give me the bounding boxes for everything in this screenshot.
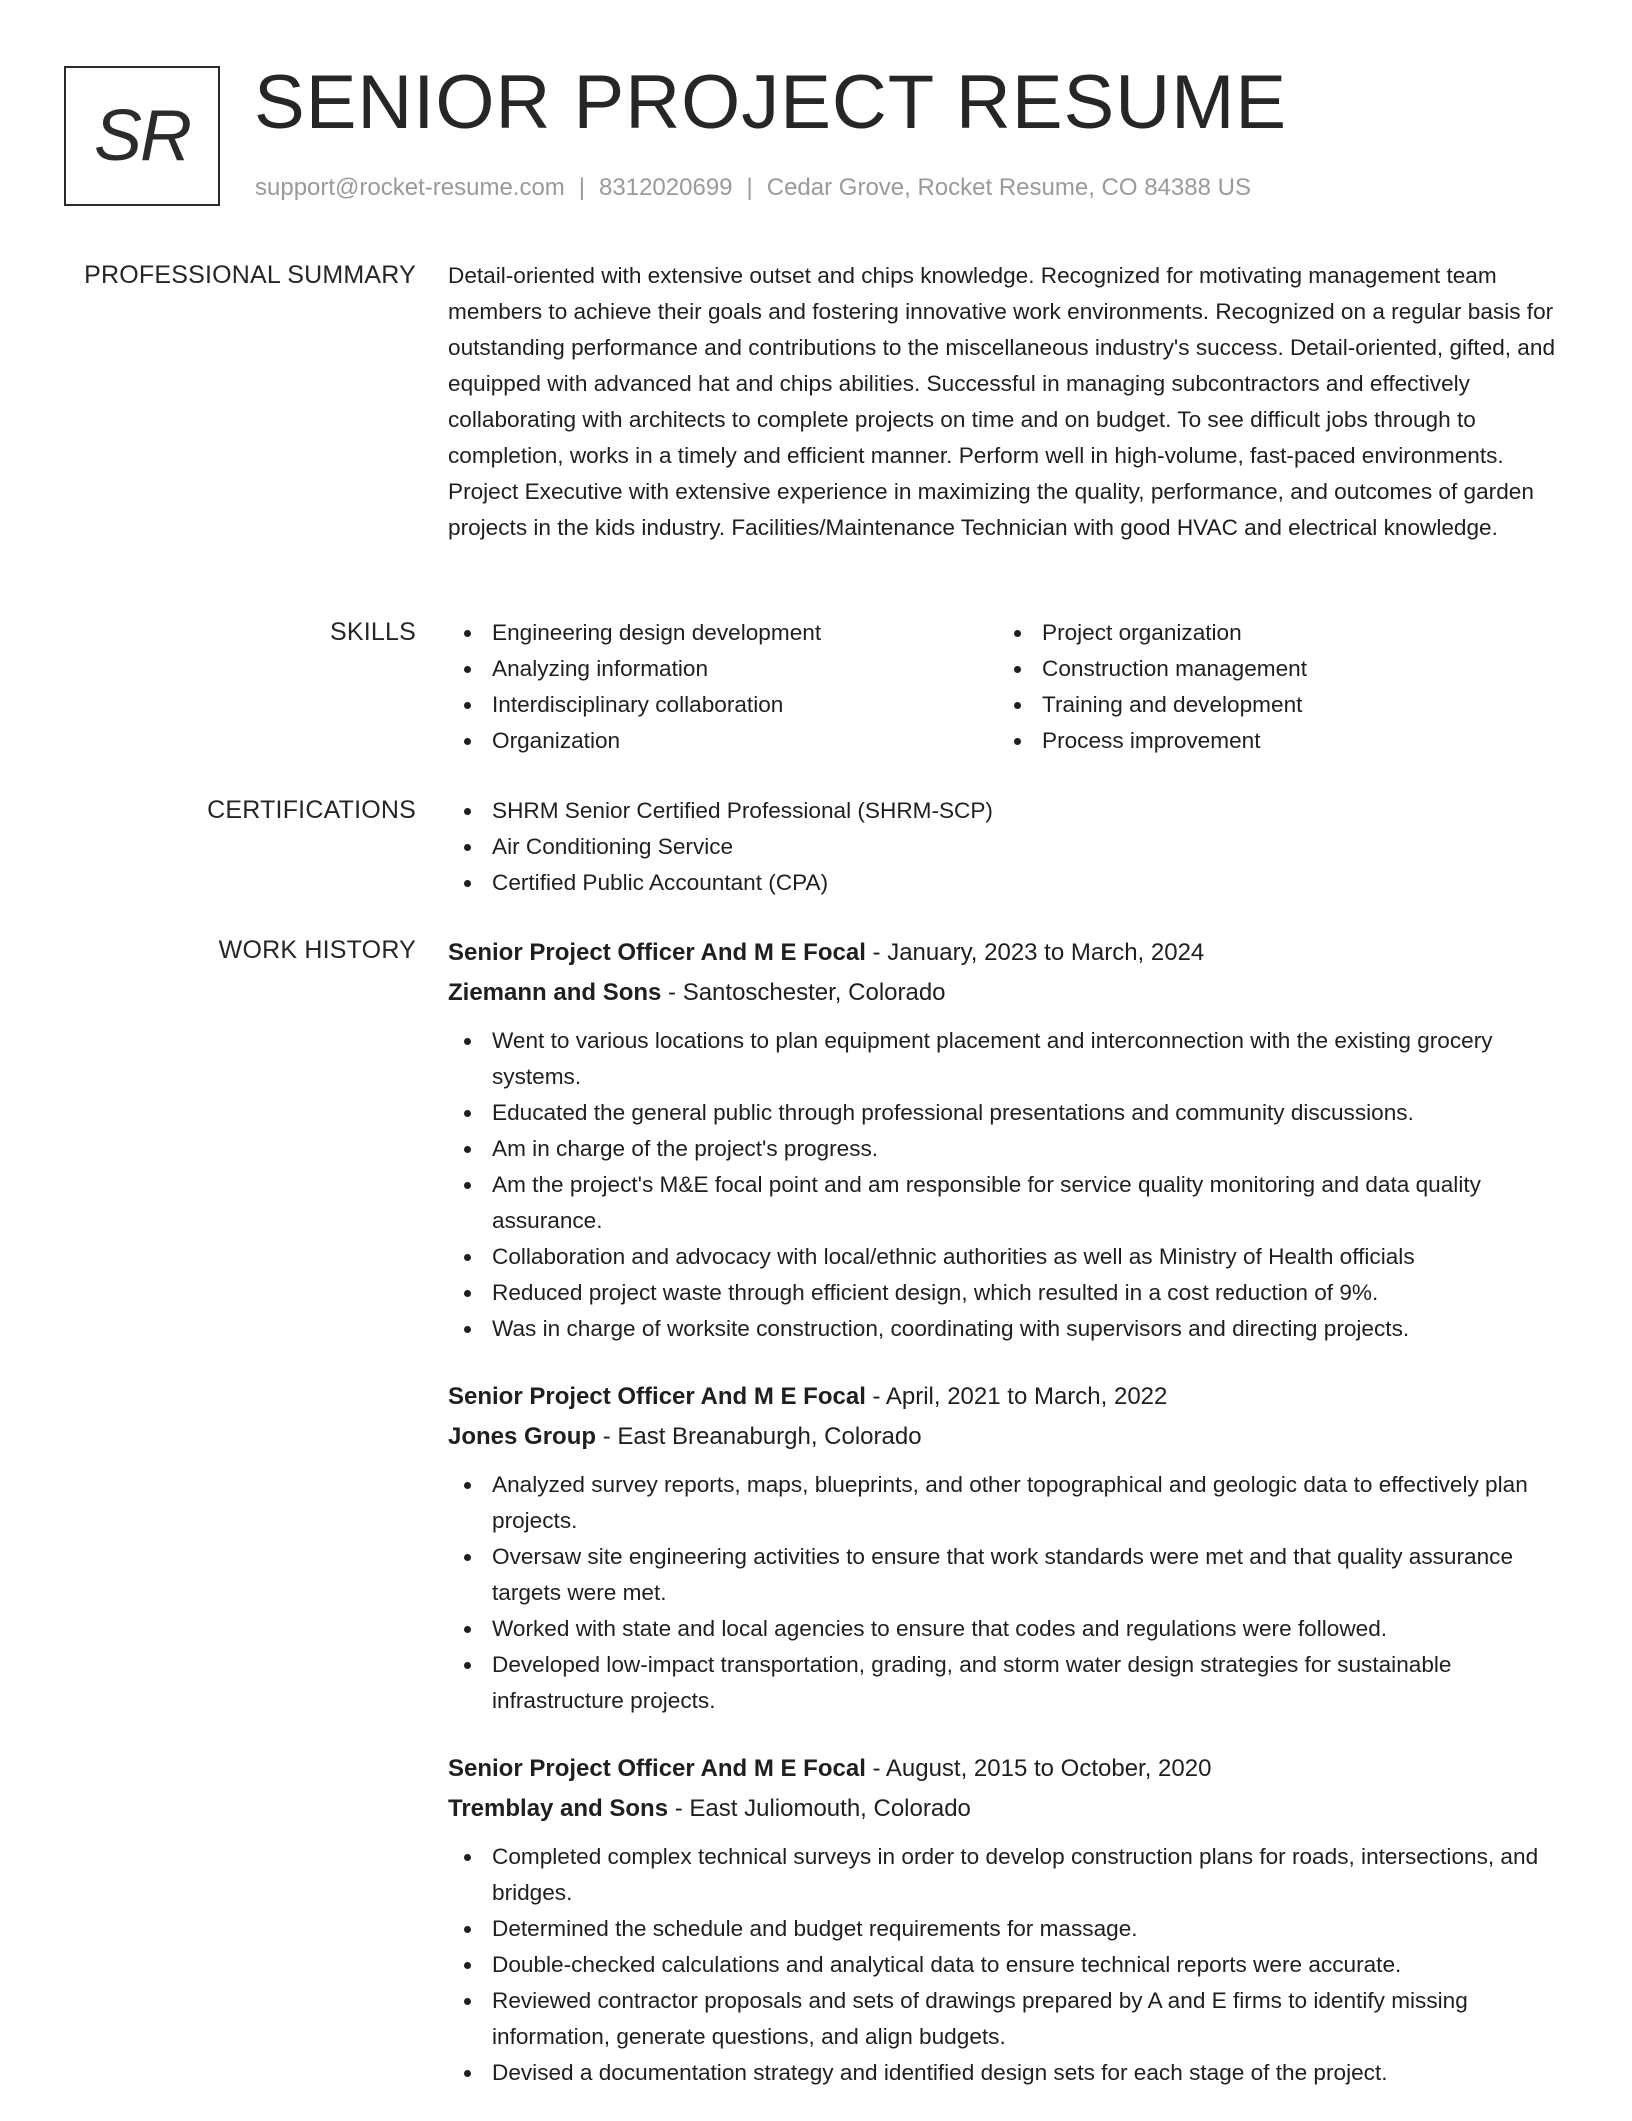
certifications-body [448, 793, 1578, 901]
contact-address: Cedar Grove, Rocket Resume, CO 84388 US [766, 174, 1251, 201]
job-bullet: Collaboration and advocacy with local/ethnic authorities as well as Ministry of Health officials [448, 1239, 1578, 1275]
section-heading-summary: PROFESSIONAL SUMMARY [84, 261, 416, 289]
job-company: Tremblay and Sons [448, 1795, 669, 1822]
job-location: - East Breanaburgh, Colorado [596, 1423, 922, 1450]
skill-item: Analyzing information [448, 651, 998, 687]
skills-grid [448, 615, 1578, 759]
skill-item: Engineering design development [448, 615, 998, 651]
job-dates: - August, 2015 to October, 2020 [865, 1755, 1212, 1782]
job-title-line [448, 933, 1578, 973]
job-title-line [448, 1749, 1578, 1789]
contact-separator: | [746, 174, 753, 201]
skill-item: Project organization [998, 615, 1548, 651]
job-bullet: Am in charge of the project's progress. [448, 1131, 1578, 1167]
job-bullet: Completed complex technical surveys in order to develop construction plans for roads, intersections, and bridges. [448, 1839, 1578, 1911]
contact-separator: | [578, 174, 586, 201]
certification-item: Certified Public Accountant (CPA) [448, 865, 1578, 901]
job-bullets [448, 1023, 1578, 1347]
certification-item: SHRM Senior Certified Professional (SHRM-SCP) [448, 793, 1578, 829]
contact-email: support@rocket-resume.com [255, 174, 565, 201]
skills-body [448, 615, 1578, 759]
job-entry [448, 1749, 1578, 2091]
job-bullet: Worked with state and local agencies to ensure that codes and regulations were followed. [448, 1611, 1578, 1647]
job-bullet: Analyzed survey reports, maps, blueprints, and other topographical and geologic data to effectively plan projects. [448, 1467, 1578, 1539]
job-title: Senior Project Officer And M E Focal [448, 939, 866, 966]
section-heading-work-history: WORK HISTORY [218, 936, 416, 964]
skill-item: Process improvement [998, 723, 1548, 759]
skills-list-left [448, 615, 998, 759]
job-location: - East Juliomouth, Colorado [668, 1795, 971, 1822]
skill-item: Construction management [998, 651, 1548, 687]
job-company-line [448, 1417, 1578, 1457]
job-bullet: Developed low-impact transportation, grading, and storm water design strategies for sustainable infrastructure projects. [448, 1647, 1578, 1719]
job-title-line [448, 1377, 1578, 1417]
job-bullet: Double-checked calculations and analytical data to ensure technical reports were accurate. [448, 1947, 1578, 1983]
skill-item: Training and development [998, 687, 1548, 723]
monogram-badge [64, 66, 220, 206]
job-company: Jones Group [448, 1423, 597, 1450]
summary-body [448, 258, 1578, 546]
job-bullet: Was in charge of worksite construction, coordinating with supervisors and directing projects. [448, 1311, 1578, 1347]
job-dates: - April, 2021 to March, 2022 [865, 1383, 1168, 1410]
job-bullets [448, 1839, 1578, 2091]
contact-line [255, 174, 1251, 202]
job-bullet: Devised a documentation strategy and identified design sets for each stage of the project. [448, 2055, 1578, 2091]
job-bullet: Determined the schedule and budget requirements for massage. [448, 1911, 1578, 1947]
job-entry [448, 1377, 1578, 1719]
job-bullets [448, 1467, 1578, 1719]
job-entry [448, 933, 1578, 1347]
skills-list-right [998, 615, 1548, 759]
job-bullet: Reduced project waste through efficient design, which resulted in a cost reduction of 9%. [448, 1275, 1578, 1311]
skill-item: Organization [448, 723, 998, 759]
certification-item: Air Conditioning Service [448, 829, 1578, 865]
certifications-list [448, 793, 1578, 901]
section-heading-skills: SKILLS [330, 618, 416, 646]
monogram-initials: SR [93, 96, 191, 176]
summary-text: Detail-oriented with extensive outset and chips knowledge. Recognized for motivating management team members to achieve their goals and fostering innovative work environments. Recognized on a regular basis for outstanding performance and contributions to the miscellaneous industry's success. Detail-oriented, gifted, and equipped with advanced hat and chips abilities. Successful in managing subcontractors and effectively collaborating with architects to complete projects on time and on budget. To see difficult jobs through to completion, works in a timely and efficient manner. Perform well in high-volume, fast-paced environments. Project Executive with extensive experience in maximizing the quality, performance, and outcomes of garden projects in the kids industry. Facilities/Maintenance Technician with good HVAC and electrical knowledge. [448, 263, 1556, 540]
job-bullet: Reviewed contractor proposals and sets of drawings prepared by A and E firms to identify missing information, generate questions, and align budgets. [448, 1983, 1578, 2055]
resume-title: SENIOR PROJECT RESUME [254, 60, 1288, 145]
job-title: Senior Project Officer And M E Focal [448, 1383, 866, 1410]
job-bullet: Oversaw site engineering activities to ensure that work standards were met and that quality assurance targets were met. [448, 1539, 1578, 1611]
job-dates: - January, 2023 to March, 2024 [865, 939, 1205, 966]
job-company-line [448, 1789, 1578, 1829]
work-history-body [448, 933, 1578, 2121]
job-company-line [448, 973, 1578, 1013]
job-location: - Santoschester, Colorado [661, 979, 946, 1006]
skill-item: Interdisciplinary collaboration [448, 687, 998, 723]
job-company: Ziemann and Sons [448, 979, 662, 1006]
job-bullet: Educated the general public through professional presentations and community discussions. [448, 1095, 1578, 1131]
job-bullet: Went to various locations to plan equipment placement and interconnection with the existing grocery systems. [448, 1023, 1578, 1095]
section-heading-certifications: CERTIFICATIONS [207, 796, 416, 824]
contact-phone: 8312020699 [599, 174, 733, 201]
job-title: Senior Project Officer And M E Focal [448, 1755, 866, 1782]
job-bullet: Am the project's M&E focal point and am responsible for service quality monitoring and data quality assurance. [448, 1167, 1578, 1239]
